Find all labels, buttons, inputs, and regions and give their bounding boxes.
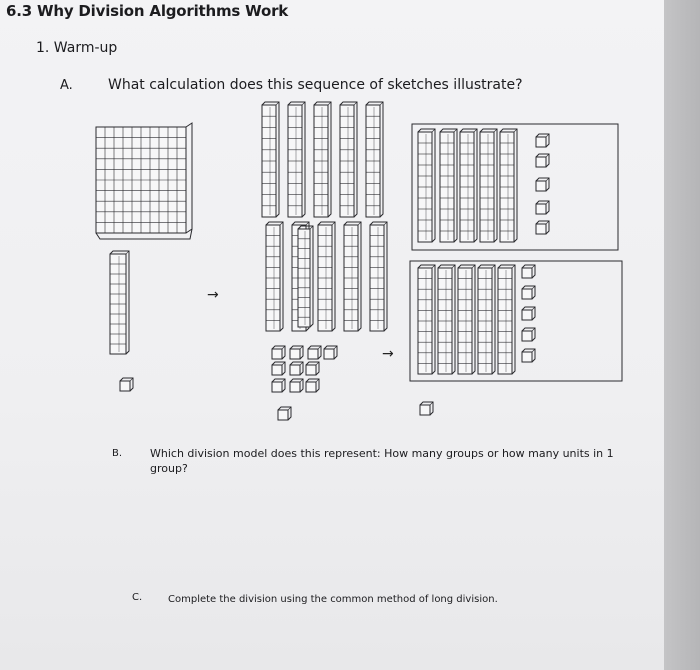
- unit-cube: [290, 365, 300, 375]
- unit-cube: [536, 157, 546, 167]
- unit-cube: [522, 331, 532, 341]
- unit-cube: [324, 349, 334, 359]
- unit-cube: [306, 382, 316, 392]
- unit-cube: [272, 349, 282, 359]
- unit-cube: [536, 224, 546, 234]
- unit-cube: [420, 405, 430, 415]
- unit-cube: [290, 349, 300, 359]
- question-b-text: Which division model does this represent: How many groups or how many units in 1 group?: [150, 447, 614, 475]
- arrow-2: →: [382, 346, 394, 362]
- question-a-text: What calculation does this sequence of sketches illustrate?: [108, 77, 523, 93]
- unit-cube: [522, 352, 532, 362]
- unit-cube: [536, 137, 546, 147]
- section-heading: 1. Warm-up: [36, 40, 118, 56]
- unit-cube: [308, 349, 318, 359]
- question-a-letter: A.: [60, 78, 73, 93]
- unit-cube: [272, 382, 282, 392]
- unit-cube: [306, 365, 316, 375]
- unit-cube: [278, 410, 288, 420]
- unit-cube: [272, 365, 282, 375]
- question-b-letter: B.: [112, 448, 123, 459]
- question-c-text: Complete the division using the common method of long division.: [168, 594, 498, 605]
- question-c-letter: C.: [132, 592, 143, 603]
- unit-cube: [522, 289, 532, 299]
- unit-cube: [120, 381, 130, 391]
- page-title: 6.3 Why Division Algorithms Work: [6, 2, 289, 20]
- arrow-1: →: [207, 287, 219, 303]
- unit-cube: [290, 382, 300, 392]
- unit-cube: [522, 268, 532, 278]
- unit-cube: [536, 204, 546, 214]
- unit-cube: [522, 310, 532, 320]
- unit-cube: [536, 181, 546, 191]
